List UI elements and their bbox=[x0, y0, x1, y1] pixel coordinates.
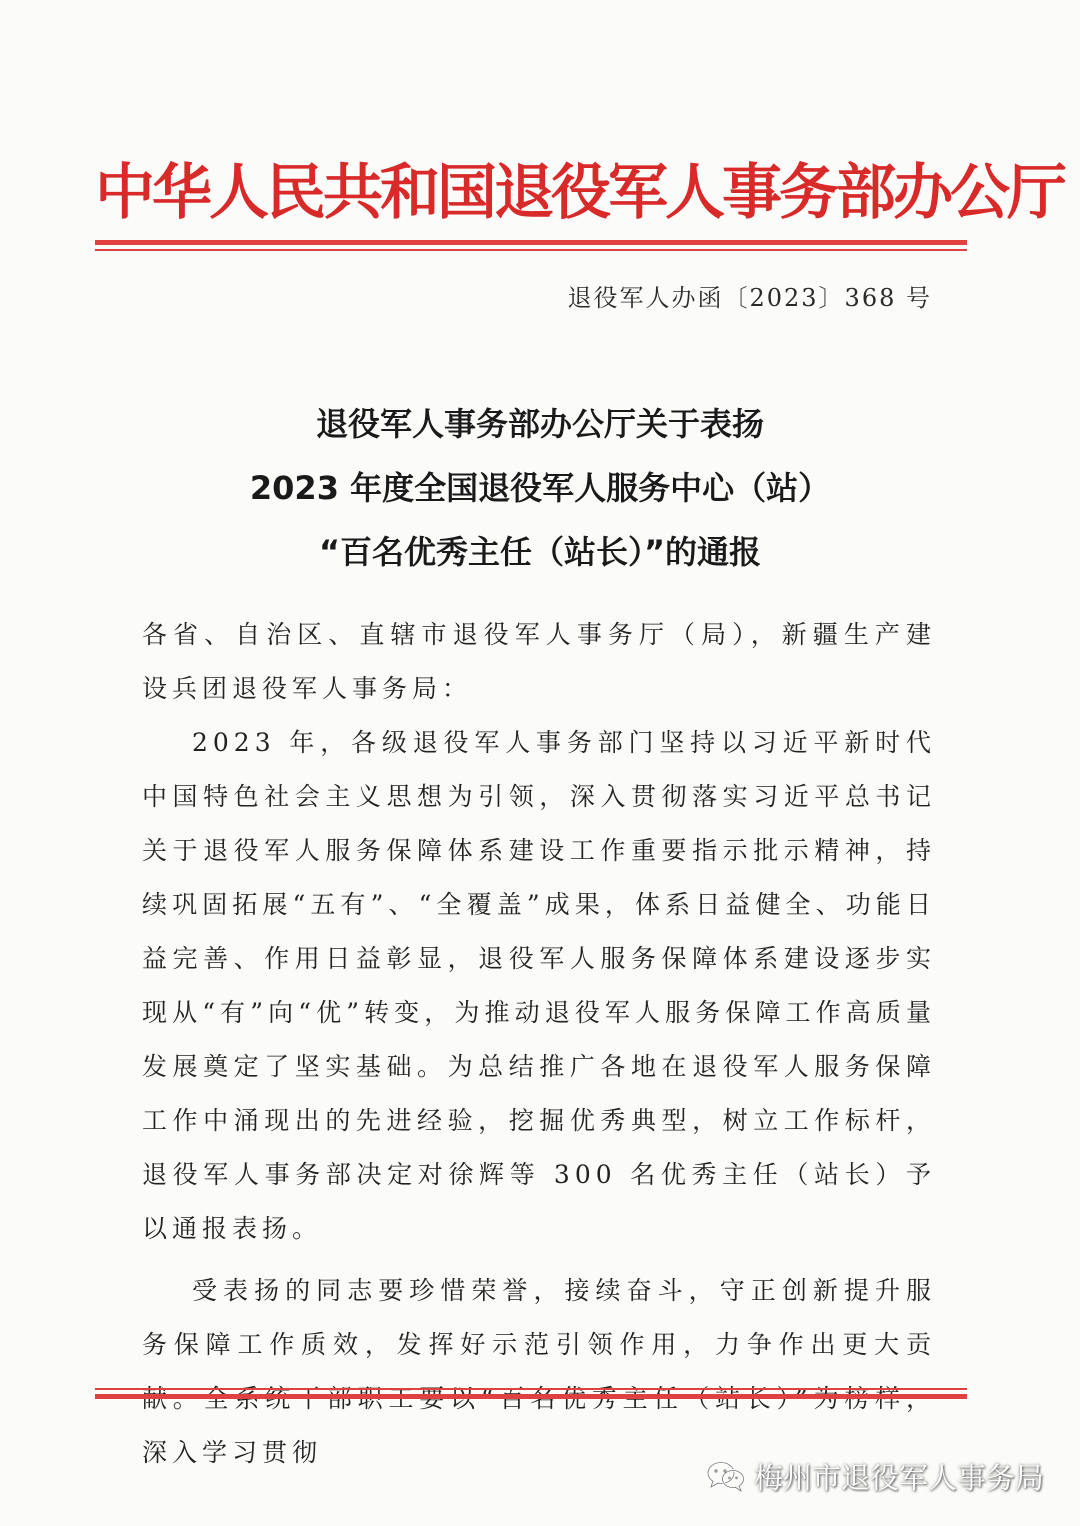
body-paragraph: 受表扬的同志要珍惜荣誉，接续奋斗，守正创新提升服务保障工作质效，发挥好示范引领作用，力争作出更大贡 深入学习贯彻 bbox=[142, 1276, 936, 1467]
letterhead-title: 中华人民共和国退役军人事务部办公厅 bbox=[95, 158, 1064, 228]
document-body bbox=[142, 608, 936, 1480]
footer-rule-thick bbox=[95, 1394, 967, 1399]
body-paragraph: 2023 年，各级退役军人事务部门坚持以习近平新时代中国特色社会主义思想为引领，深入贯彻落实习近平总书记关于退役军人服务保障体系建设工作重要指示批示精神，持续巩固拓展“五有”、“全覆盖”成果，体系日益健全、功能日益完善、作用日益彰显，退役军人服务保障体系建设逐步实现从“有”向“优”转变，为推动退役军人服务保障工作高质量发展奠定了坚实基础。为总结推广各地在退役军人服务保障工作中涌现出的先进经验，挖掘优秀典型，树立工作标杆，退役军人事务部决定对徐辉等 300 名优秀主任（站长）予以通报表扬。 bbox=[142, 728, 936, 1243]
document-title-line: “百名优秀主任（站长）”的通报 bbox=[318, 533, 762, 571]
footer-rule-thin bbox=[95, 1388, 967, 1390]
document-title-line: 退役军人事务部办公厅关于表扬 bbox=[315, 405, 764, 443]
letterhead-rule-thin bbox=[95, 249, 967, 251]
salutation: 各省、自治区、直辖市退役军人事务厅（局），新疆生产建设兵团退役军人事务局： bbox=[142, 620, 936, 703]
document-number: 退役军人办函〔2023〕368 号 bbox=[567, 284, 932, 312]
watermark-text: 梅州市退役军人事务局 bbox=[753, 1460, 1044, 1495]
document-title-line: 2023 年度全国退役军人服务中心（站） bbox=[249, 469, 831, 507]
document-title bbox=[140, 392, 940, 584]
wechat-icon bbox=[706, 1460, 746, 1492]
letterhead-rule-thick bbox=[95, 240, 967, 245]
watermark bbox=[706, 1452, 1044, 1500]
